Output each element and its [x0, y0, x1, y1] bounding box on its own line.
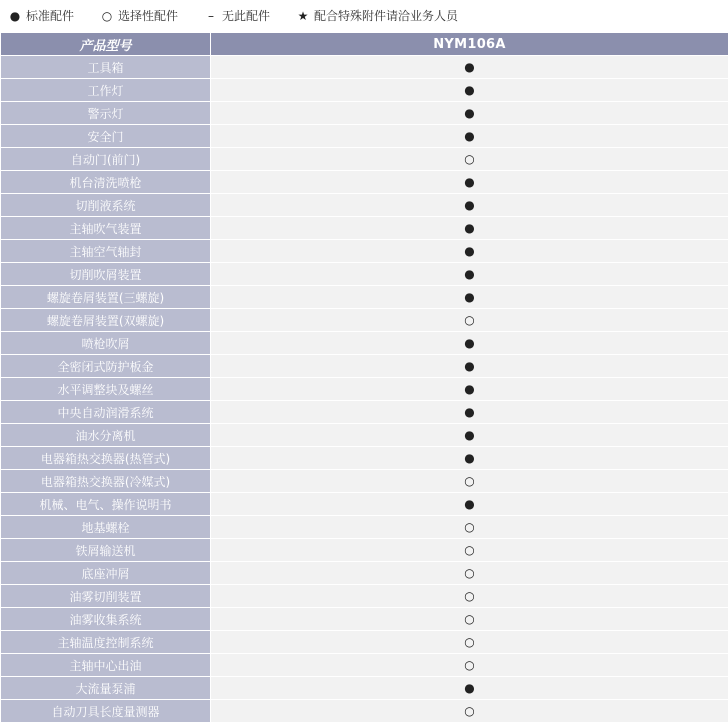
table-row	[1, 608, 728, 631]
filled-circle-icon: ●	[464, 382, 475, 396]
table-row	[1, 102, 728, 125]
accessory-status-cell	[211, 355, 728, 378]
accessory-status-cell	[211, 631, 728, 654]
accessory-name-cell: 自动门(前门)	[1, 148, 211, 171]
filled-circle-icon: ●	[464, 681, 475, 695]
accessory-status-cell	[211, 79, 728, 102]
accessory-name-cell: 工作灯	[1, 79, 211, 102]
accessory-status-cell	[211, 562, 728, 585]
filled-circle-icon: ●	[464, 198, 475, 212]
legend-item-special	[296, 7, 458, 24]
accessory-status-cell	[211, 286, 728, 309]
accessory-status-cell	[211, 56, 728, 79]
accessory-status-cell	[211, 378, 728, 401]
filled-circle-icon: ●	[464, 359, 475, 373]
accessory-name-cell: 水平调整块及螺丝	[1, 378, 211, 401]
hollow-circle-icon: ○	[464, 612, 475, 626]
filled-circle-icon: ●	[464, 290, 475, 304]
table-row	[1, 56, 728, 79]
accessory-name-cell: 机台清洗喷枪	[1, 171, 211, 194]
accessory-status-cell	[211, 516, 728, 539]
hollow-circle-icon: ○	[464, 704, 475, 718]
table-row	[1, 562, 728, 585]
hollow-circle-icon: ○	[464, 635, 475, 649]
table-row	[1, 194, 728, 217]
hollow-circle-icon: ○	[464, 658, 475, 672]
accessory-status-cell	[211, 401, 728, 424]
table-row	[1, 286, 728, 309]
accessory-name-cell: 喷枪吹屑	[1, 332, 211, 355]
table-row	[1, 424, 728, 447]
table-row	[1, 631, 728, 654]
table-row	[1, 447, 728, 470]
table-row	[1, 171, 728, 194]
filled-circle-icon: ●	[464, 60, 475, 74]
accessory-name-cell: 主轴温度控制系统	[1, 631, 211, 654]
accessory-status-cell	[211, 309, 728, 332]
accessory-name-cell: 电器箱热交换器(热管式)	[1, 447, 211, 470]
hollow-circle-icon: ○	[464, 520, 475, 534]
accessory-status-cell	[211, 539, 728, 562]
filled-circle-icon: ●	[9, 8, 21, 23]
accessory-name-cell: 警示灯	[1, 102, 211, 125]
filled-circle-icon: ●	[464, 129, 475, 143]
accessory-status-cell	[211, 654, 728, 677]
table-row	[1, 309, 728, 332]
table-row	[1, 240, 728, 263]
accessory-name-cell: 安全门	[1, 125, 211, 148]
accessory-name-cell: 地基螺栓	[1, 516, 211, 539]
table-row	[1, 516, 728, 539]
accessory-status-cell	[211, 240, 728, 263]
table-row	[1, 401, 728, 424]
table-row	[1, 263, 728, 286]
accessory-status-cell	[211, 194, 728, 217]
accessory-status-cell	[211, 677, 728, 700]
table-body	[1, 56, 728, 723]
accessory-status-cell	[211, 470, 728, 493]
filled-circle-icon: ●	[464, 428, 475, 442]
accessory-status-cell	[211, 700, 728, 723]
filled-circle-icon: ●	[464, 451, 475, 465]
accessory-name-cell: 油雾切削装置	[1, 585, 211, 608]
accessory-status-cell	[211, 263, 728, 286]
filled-circle-icon: ●	[464, 405, 475, 419]
hollow-circle-icon: ○	[464, 589, 475, 603]
accessory-status-cell	[211, 102, 728, 125]
table-row	[1, 677, 728, 700]
table-row	[1, 79, 728, 102]
star-icon: ★	[297, 8, 309, 23]
table-row	[1, 148, 728, 171]
legend-label-unavailable: 无此配件	[222, 9, 271, 23]
accessory-name-cell: 工具箱	[1, 56, 211, 79]
legend-item-unavailable	[204, 7, 270, 24]
filled-circle-icon: ●	[464, 244, 475, 258]
table-row	[1, 125, 728, 148]
table-row	[1, 332, 728, 355]
table-row	[1, 493, 728, 516]
legend-label-standard: 标准配件	[26, 9, 75, 23]
accessory-status-cell	[211, 493, 728, 516]
hollow-circle-icon: ○	[464, 152, 475, 166]
accessory-name-cell: 全密闭式防护板金	[1, 355, 211, 378]
legend-label-special: 配合特殊附件请洽业务人员	[314, 9, 459, 23]
hollow-circle-icon: ○	[464, 313, 475, 327]
filled-circle-icon: ●	[464, 221, 475, 235]
accessory-status-cell	[211, 217, 728, 240]
accessory-status-cell	[211, 148, 728, 171]
accessory-status-cell	[211, 332, 728, 355]
legend-item-optional	[100, 7, 178, 24]
legend-label-optional: 选择性配件	[118, 9, 179, 23]
table-row	[1, 470, 728, 493]
accessory-name-cell: 螺旋卷屑装置(双螺旋)	[1, 309, 211, 332]
accessory-name-cell: 主轴空气轴封	[1, 240, 211, 263]
filled-circle-icon: ●	[464, 83, 475, 97]
accessory-name-cell: 中央自动润滑系统	[1, 401, 211, 424]
accessory-status-cell	[211, 608, 728, 631]
hollow-circle-icon: ○	[464, 566, 475, 580]
filled-circle-icon: ●	[464, 497, 475, 511]
accessory-name-cell: 大流量泵浦	[1, 677, 211, 700]
legend-bar	[0, 0, 728, 32]
accessory-status-cell	[211, 585, 728, 608]
table-row	[1, 217, 728, 240]
hollow-circle-icon: ○	[101, 8, 113, 23]
table-row	[1, 539, 728, 562]
accessory-status-cell	[211, 125, 728, 148]
legend-item-standard	[8, 7, 74, 24]
accessory-name-cell: 油雾收集系统	[1, 608, 211, 631]
table-row	[1, 700, 728, 723]
table-header-row	[1, 33, 728, 56]
table-row	[1, 355, 728, 378]
hollow-circle-icon: ○	[464, 474, 475, 488]
accessory-status-cell	[211, 447, 728, 470]
accessory-name-cell: 机械、电气、操作说明书	[1, 493, 211, 516]
table-row	[1, 585, 728, 608]
accessory-spec-table	[0, 32, 728, 723]
table-row	[1, 654, 728, 677]
table-row	[1, 378, 728, 401]
accessory-name-cell: 切削吹屑装置	[1, 263, 211, 286]
filled-circle-icon: ●	[464, 106, 475, 120]
filled-circle-icon: ●	[464, 336, 475, 350]
accessory-name-cell: 主轴吹气装置	[1, 217, 211, 240]
accessory-status-cell	[211, 171, 728, 194]
accessory-name-cell: 螺旋卷屑装置(三螺旋)	[1, 286, 211, 309]
accessory-name-cell: 切削液系统	[1, 194, 211, 217]
accessory-name-cell: 油水分离机	[1, 424, 211, 447]
column-header-product-model: 产品型号	[1, 33, 211, 56]
accessory-name-cell: 电器箱热交换器(冷媒式)	[1, 470, 211, 493]
accessory-name-cell: 铁屑输送机	[1, 539, 211, 562]
accessory-status-cell	[211, 424, 728, 447]
accessory-name-cell: 自动刀具长度量测器	[1, 700, 211, 723]
column-header-nym106a: NYM106A	[211, 33, 728, 56]
filled-circle-icon: ●	[464, 175, 475, 189]
accessory-name-cell: 底座冲屑	[1, 562, 211, 585]
accessory-name-cell: 主轴中心出油	[1, 654, 211, 677]
hollow-circle-icon: ○	[464, 543, 475, 557]
filled-circle-icon: ●	[464, 267, 475, 281]
dash-icon: –	[208, 8, 215, 23]
